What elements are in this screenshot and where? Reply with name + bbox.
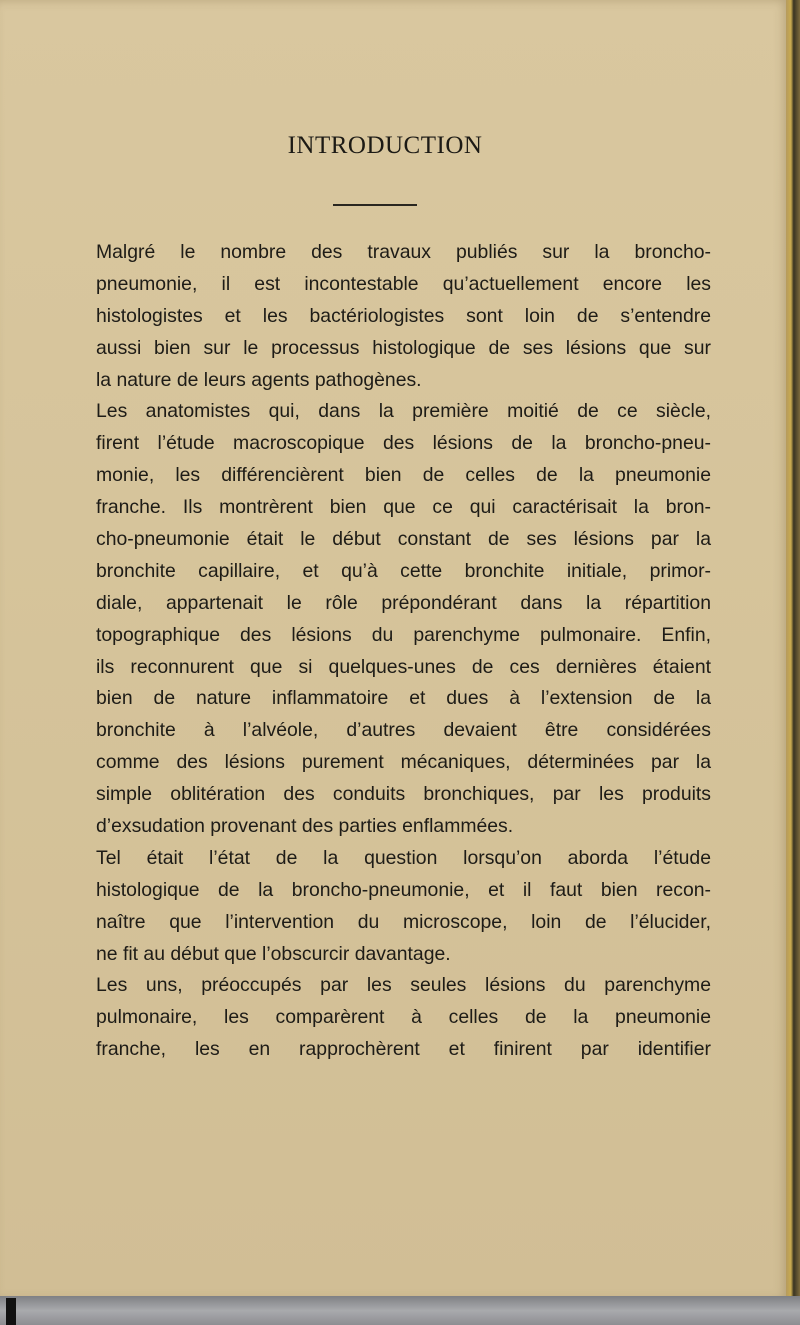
scan-bottom-edge [0,1296,800,1325]
text-line: franche. Ils montrèrent bien que ce qui caractérisait la bron- [96,496,711,519]
text-line: comme des lésions purement mécaniques, déterminées par la [96,751,711,774]
text-line: diale, appartenait le rôle prépondérant dans la répartition [96,591,711,614]
page-title: INTRODUCTION [287,132,483,159]
book-spine-edge [786,0,800,1325]
text-line: la nature de leurs agents pathogènes. [96,368,422,391]
text-line: pulmonaire, les comparèrent à celles de la pneumonie [96,1006,711,1029]
text-line: franche, les en rapprochèrent et finirent par identifier [96,1038,711,1061]
text-line: Malgré le nombre des travaux publiés sur la broncho- [96,241,711,263]
text-line: cho-pneumonie était le début constant de ses lésions par la [96,528,711,551]
text-line: naître que l’intervention du microscope, loin de l’élucider, [96,910,711,933]
text-line: histologique de la broncho-pneumonie, et il faut bien recon- [96,878,711,901]
title-divider [333,204,417,206]
scan-marker [6,1298,16,1325]
text-line: pneumonie, il est incontestable qu’actuellement encore les [96,272,711,295]
text-line: ne fit au début que l’obscurcir davantage. [96,942,451,965]
text-line: simple oblitération des conduits bronchiques, par les produits [96,783,711,806]
text-line: bronchite à l’alvéole, d’autres devaient être considérées [96,719,711,742]
text-line: monie, les différencièrent bien de celles de la pneumonie [96,464,711,487]
text-line: d’exsudation provenant des parties enflammées. [96,815,514,838]
body-text [96,237,711,1066]
text-line: histologistes et les bactériologistes sont loin de s’entendre [96,304,711,327]
text-line: Tel était l’état de la question lorsqu’on aborda l’étude [96,846,711,869]
text-line: ils reconnurent que si quelques-unes de ces dernières étaient [96,655,711,678]
text-line: aussi bien sur le processus histologique de ses lésions que sur [96,336,711,359]
text-line: Les uns, préoccupés par les seules lésions du parenchyme [96,974,711,997]
text-line: Les anatomistes qui, dans la première moitié de ce siècle, [96,400,711,423]
text-line: bronchite capillaire, et qu’à cette bronchite initiale, primor- [96,559,711,582]
text-line: bien de nature inflammatoire et dues à l’extension de la [96,687,711,710]
text-line: firent l’étude macroscopique des lésions de la broncho-pneu- [96,432,711,455]
text-line: topographique des lésions du parenchyme pulmonaire. Enfin, [96,623,711,646]
